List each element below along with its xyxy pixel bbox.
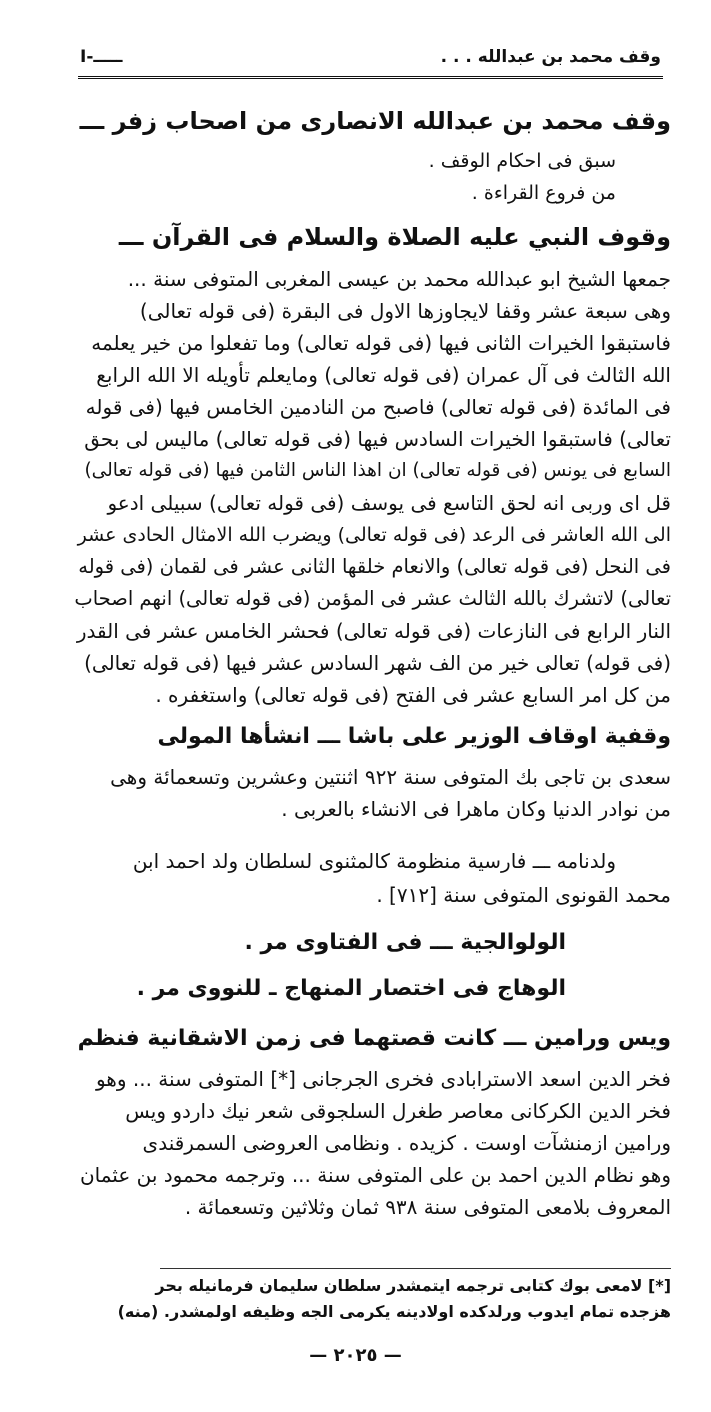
- entry-title-wahhaj: الوهاج فى اختصار المنهاج ـ للنووى مر .: [136, 976, 566, 1001]
- text-line: سبق فى احكام الوقف .: [428, 150, 616, 172]
- text-line: فخر الدين اسعد الاسترابادى فخرى الجرجانى [*] المتوفى سنة ... وهو: [95, 1067, 671, 1091]
- text-line: فى النحل (فى قوله تعالى) والانعام خلقها الثانى عشر فى لقمان (فى قوله: [78, 555, 671, 578]
- text-line: تعالى) فاستبقوا الخيرات السادس فيها (فى قوله تعالى) ماليس لى بحق: [84, 427, 671, 451]
- footnote-line: [*] لامعى بوك كتابى ترجمه ايتمشدر سلطان سليمان فرمانيله بحر: [155, 1276, 671, 1295]
- entry-title-wis-wa-ramin: ويس ورامين ـــ كانت قصتهما فى زمن الاشقانية فنظم: [77, 1026, 671, 1051]
- page-number: — ٢٠٢٥ —: [309, 1345, 402, 1366]
- text-line: وهى سبعة عشر وقفا لايجاوزها الاول فى البقرة (فى قوله تعالى): [139, 299, 671, 323]
- text-line: السابع فى يونس (فى قوله تعالى) ان اهذا الناس الثامن فيها (فى قوله تعالى): [84, 460, 671, 481]
- footnote-rule: [160, 1268, 671, 1269]
- page-header: [80, 42, 661, 72]
- text-line: فى المائدة (فى قوله تعالى) فاصبح من النادمين الخامس فيها (فى قوله: [85, 395, 671, 419]
- text-line: المعروف بلامعى المتوفى سنة ٩٣٨ ثمان وثلاثين وتسعمائة .: [184, 1195, 671, 1219]
- section-mark: I-ـــــ: [80, 47, 123, 67]
- running-title: وقف محمد بن عبدالله . . .: [440, 47, 661, 67]
- entry-title-waqfiyya: وقفية اوقاف الوزير على باشا ـــ انشأها المولى: [157, 724, 671, 749]
- text-line: قل اى وربى انه لحق التاسع فى يوسف (فى قوله تعالى) سبيلى ادعو: [107, 491, 671, 515]
- text-line: سعدى بن تاجى بك المتوفى سنة ٩٢٢ اثنتين وعشرين وتسعمائة وهى: [110, 765, 671, 789]
- text-line: النار الرابع فى النازعات (فى قوله تعالى) فحشر الخامس عشر فى القدر: [76, 619, 671, 643]
- text-line: من فروع القراءة .: [471, 182, 616, 204]
- text-line: جمعها الشيخ ابو عبدالله محمد بن عيسى المغربى المتوفى سنة ...: [127, 267, 671, 291]
- entry-title-wuquf-alnabi: وقوف النبي عليه الصلاة والسلام فى القرآن ـــ: [118, 223, 671, 251]
- header-rule: [78, 76, 663, 79]
- text-line: من نوادر الدنيا وكان ماهرا فى الانشاء بالعربى .: [281, 797, 671, 821]
- text-line: ورامين ازمنشآت اوست . كزيده . ونظامى العروضى السمرقندى: [142, 1131, 671, 1155]
- text-line: الله الثالث فى آل عمران (فى قوله تعالى) ومايعلم تأويله الا الله الرابع: [96, 363, 671, 387]
- text-line: من كل امر السابع عشر فى الفتح (فى قوله تعالى) واستغفره .: [155, 683, 671, 707]
- entry-title-waqf-muhammad: وقف محمد بن عبدالله الانصارى من اصحاب زفر ـــ: [79, 107, 671, 135]
- text-line: تعالى) لاتشرك بالله الثالث عشر فى المؤمن (فى قوله تعالى) انهم اصحاب: [74, 587, 671, 610]
- text-line: فخر الدين الكركانى معاصر طغرل السلجوقى شعر نيك داردو ويس: [125, 1099, 671, 1123]
- footnote-line: هزجده تمام ايدوب ورلدكده اولادينه يكرمى الجه وظيفه اولمشدر. (منه): [117, 1302, 671, 1321]
- text-line: وهو نظام الدين احمد بن على المتوفى سنة ... وترجمه محمود بن عثمان: [79, 1163, 671, 1187]
- text-line: محمد القونوى المتوفى سنة [٧١٢] .: [376, 883, 671, 907]
- text-line: فاستبقوا الخيرات الثانى فيها (فى قوله تعالى) وما تفعلوا من خير يعلمه: [91, 331, 671, 355]
- entry-title-waladnama: ولدنامه ـــ فارسية منظومة كالمثنوى لسلطان ولد احمد ابن: [132, 849, 616, 873]
- text-line: (فى قوله) تعالى خير من الف شهر السادس عشر فيها (فى قوله تعالى): [84, 651, 671, 675]
- entry-title-walwalijiyya: الولوالجية ـــ فى الفتاوى مر .: [244, 930, 566, 955]
- text-line: الى الله العاشر فى الرعد (فى قوله تعالى) ويضرب الله الامثال الحادى عشر: [77, 524, 671, 546]
